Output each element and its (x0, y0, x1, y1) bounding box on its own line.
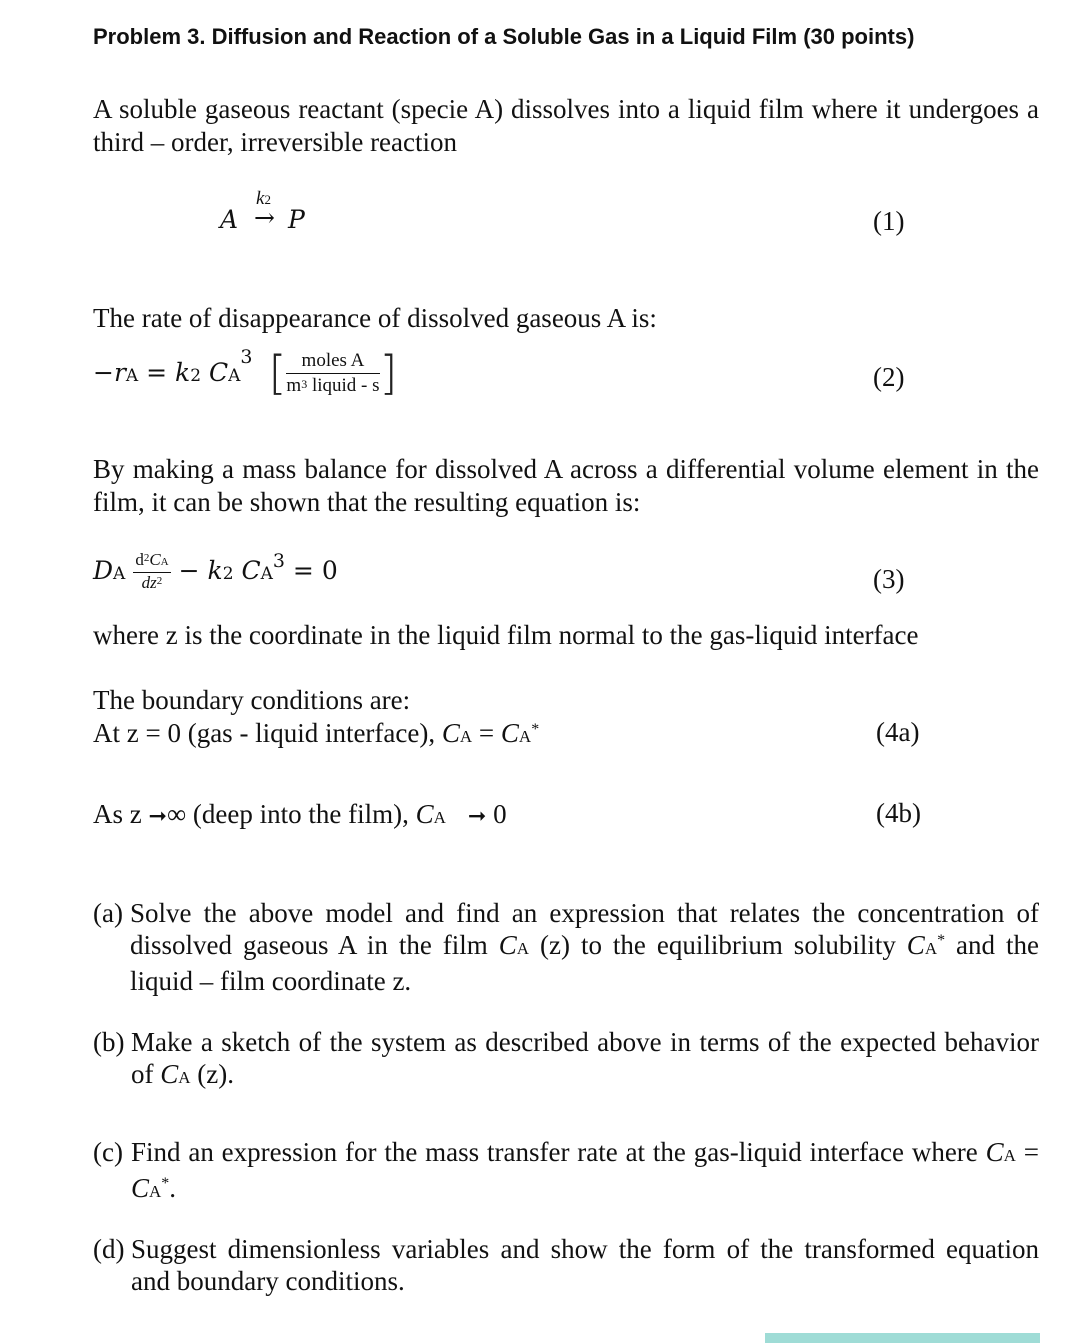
bc-4b-number: (4b) (876, 798, 921, 828)
eq1-reactant: A (220, 205, 239, 234)
rate-text: The rate of disappearance of dissolved gaseous A is: (93, 303, 657, 333)
eq1-number: (1) (873, 206, 905, 236)
bottom-accent-bar (765, 1333, 1040, 1343)
equation-3: DA $\frac{d^2CA}{dz^2}$ − k2 $CA^3 = 0$ (93, 550, 338, 592)
eq1-arrow: → (254, 203, 275, 232)
eq2-number: (2) (873, 362, 905, 392)
part-c: (c) Find an expression for the mass transfer rate at the gas-liquid interface where CA = CA*. (93, 1137, 1039, 1203)
where-text: where z is the coordinate in the liquid film normal to the gas-liquid interface (93, 620, 919, 650)
bc-4b: As z ➞∞ (deep into the film), CA ➞ 0 (93, 799, 507, 829)
eq2-unit-numerator: moles A (286, 349, 379, 374)
balance-paragraph: By making a mass balance for dissolved A across a differential volume element in the film, it can be shown that the resulting equation is: (93, 454, 1039, 517)
bc-4a: At z = 0 (gas - liquid interface), CA = CA* (93, 718, 540, 748)
bc-heading: The boundary conditions are: (93, 685, 411, 715)
eq1-product: P (288, 205, 305, 234)
eq1-rate-constant: k2 (256, 188, 271, 209)
part-a: (a) Solve the above model and find an expression that relates the concentration of dissolved gaseous A in the film CA (z) to the equilibrium solubility CA* and the liquid – film coordinate z. (93, 898, 1039, 996)
eq3-number: (3) (873, 564, 905, 594)
part-b: (b) Make a sketch of the system as described above in terms of the expected behavior of CA (z). (93, 1027, 1039, 1089)
part-d: (d) Suggest dimensionless variables and show the form of the transformed equation and boundary conditions. (93, 1234, 1039, 1296)
bc-4a-number: (4a) (876, 717, 920, 747)
problem-title: Problem 3. Diffusion and Reaction of a Soluble Gas in a Liquid Film (30 points) (93, 24, 915, 49)
intro-paragraph: A soluble gaseous reactant (specie A) dissolves into a liquid film where it undergoes a third – order, irreversible reaction (93, 94, 1039, 157)
eq2-unit-denominator: $m^3$ liquid - s (286, 374, 380, 396)
equation-2: −rA = k2 $CA^3$ [ $\frac{\text{moles A}}{m^3 liquid - s}$ ] (93, 346, 398, 400)
